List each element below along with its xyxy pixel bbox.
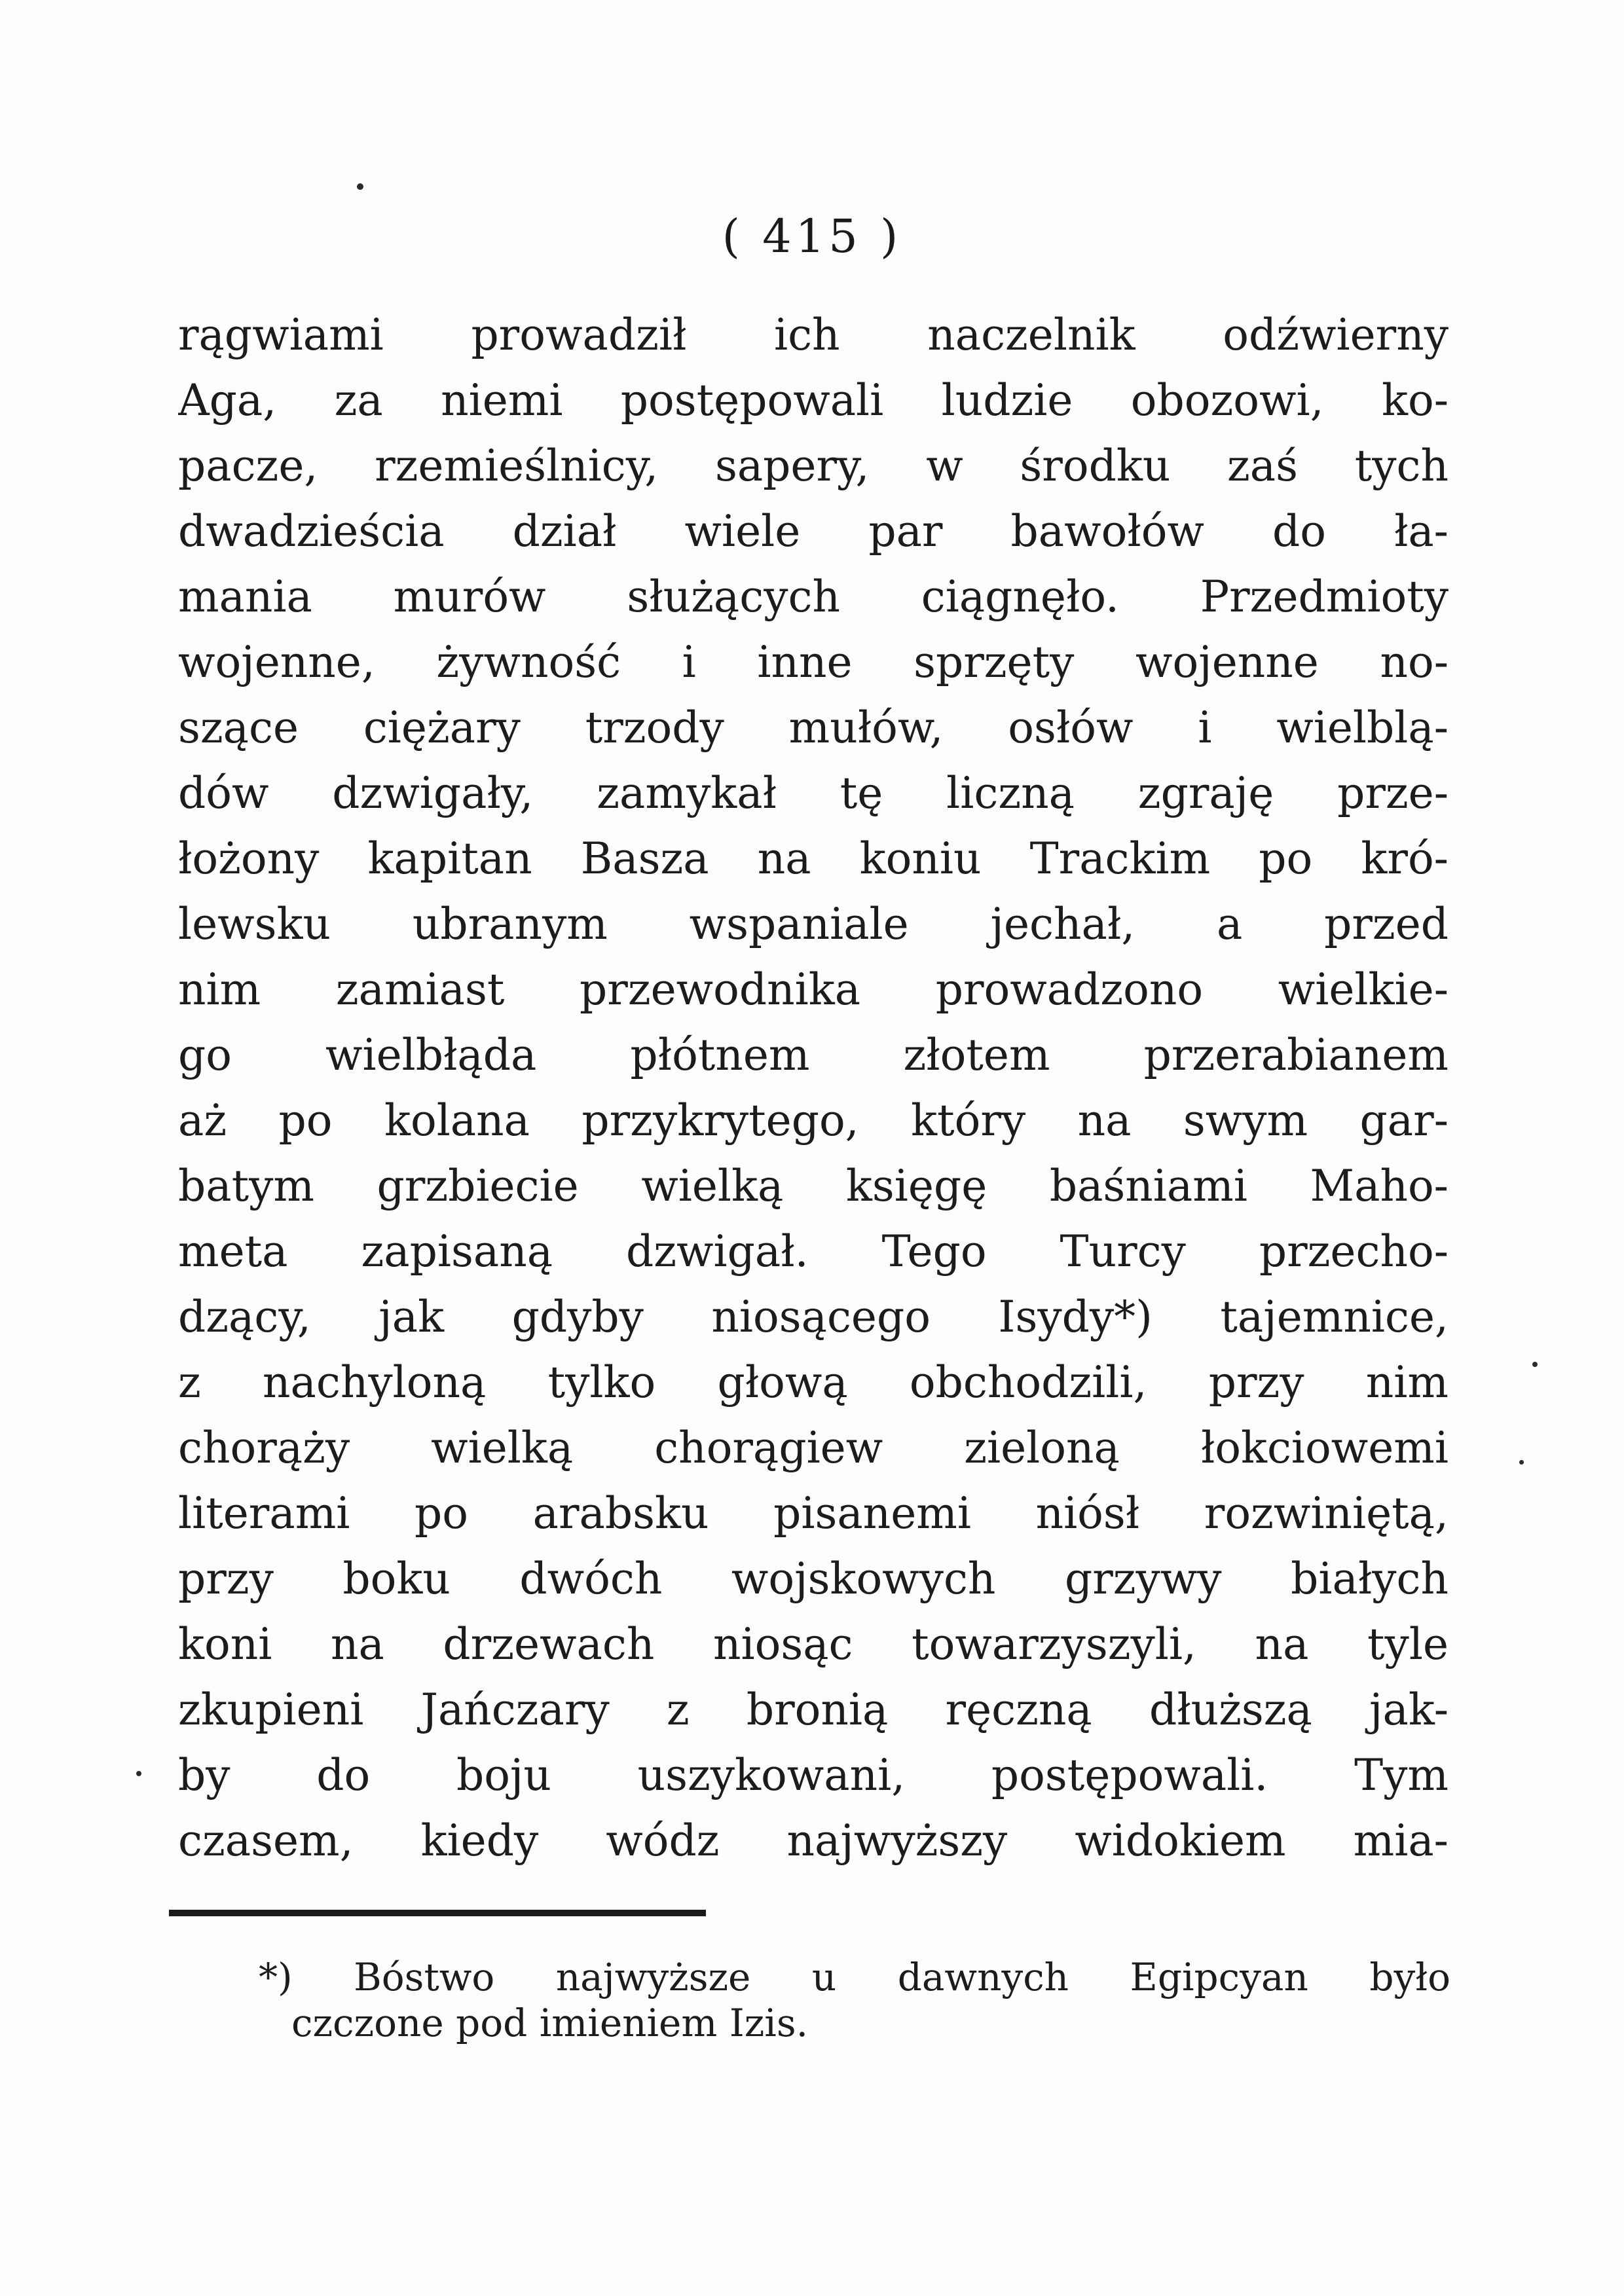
text-line: pacze, rzemieślnicy, sapery, w środku zaś tych (178, 441, 1449, 491)
footnote-line: *) Bóstwo najwyższe u dawnych Egipcyan było (259, 1955, 1450, 1999)
text-line: nim zamiast przewodnika prowadzono wielkie- (178, 964, 1449, 1015)
text-line: z nachyloną tylko głową obchodzili, przy nim (178, 1357, 1449, 1408)
text-line: batym grzbiecie wielką księgę baśniami Maho- (178, 1161, 1449, 1211)
text-line: by do boju uszykowani, postępowali. Tym (178, 1750, 1449, 1800)
text-line: aż po kolana przykrytego, który na swym gar- (178, 1095, 1449, 1146)
footnote-rule (169, 1910, 706, 1916)
text-line: literami po arabsku pisanemi niósł rozwiniętą, (178, 1488, 1449, 1539)
ink-speck (357, 183, 363, 190)
text-line: zkupieni Jańczary z bronią ręczną dłuższą jak- (178, 1685, 1449, 1735)
body-text (178, 302, 1449, 1874)
ink-speck (136, 1771, 141, 1776)
text-line: meta zapisaną dzwigał. Tego Turcy przecho- (178, 1226, 1449, 1277)
page-number: ( 415 ) (722, 210, 902, 263)
text-line: go wielbłąda płótnem złotem przerabianem (178, 1030, 1449, 1080)
text-line: lewsku ubranym wspaniale jechał, a przed (178, 899, 1449, 949)
text-line: mania murów służących ciągnęło. Przedmioty (178, 572, 1449, 622)
text-line: przy boku dwóch wojskowych grzywy białych (178, 1554, 1449, 1604)
text-line: czasem, kiedy wódz najwyższy widokiem mia- (178, 1815, 1449, 1866)
text-line: łożony kapitan Basza na koniu Trackim po kró- (178, 833, 1449, 884)
footnote (259, 1954, 1450, 2046)
footnote-line: czczone pod imieniem Izis. (291, 2001, 809, 2045)
ink-speck (1532, 1362, 1538, 1367)
text-line: wojenne, żywność i inne sprzęty wojenne no- (178, 637, 1449, 687)
text-line: dów dzwigały, zamykał tę liczną zgraję prze- (178, 768, 1449, 818)
ink-speck (1519, 1460, 1524, 1465)
text-line: Aga, za niemi postępowali ludzie obozowi, ko- (178, 375, 1449, 426)
text-line: koni na drzewach niosąc towarzyszyli, na tyle (178, 1619, 1449, 1669)
text-line: dzący, jak gdyby niosącego Isydy*) tajemnice, (178, 1292, 1449, 1342)
text-line: szące ciężary trzody mułów, osłów i wielblą- (178, 702, 1449, 753)
text-line: chorąży wielką chorągiew zieloną łokciowemi (178, 1423, 1449, 1473)
text-line: dwadzieścia dział wiele par bawołów do ła- (178, 506, 1449, 556)
text-line: rągwiami prowadził ich naczelnik odźwierny (178, 310, 1449, 360)
